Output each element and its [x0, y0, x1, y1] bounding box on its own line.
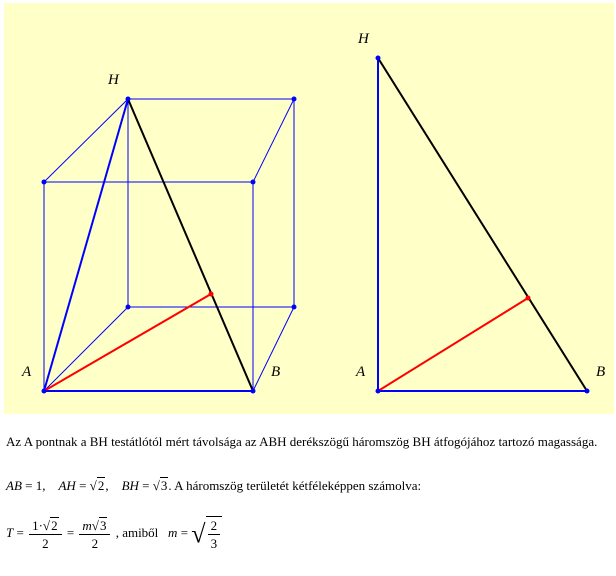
result-sqrt — [191, 516, 222, 552]
face-diagonal-ah — [44, 99, 128, 391]
ah-eq: = — [79, 478, 87, 493]
formula-m: m — [168, 524, 178, 540]
label-h-left: H — [108, 72, 119, 88]
formula-connector: , amiből — [115, 524, 159, 540]
ab-value: = 1, — [25, 478, 46, 493]
fraction-2-numerator — [79, 517, 110, 535]
fraction-1-coef: 1· — [32, 517, 43, 533]
fraction-2-m: m — [82, 517, 92, 533]
ah-sqrt: √2 — [89, 478, 105, 493]
bh-radicand: 3 — [160, 478, 168, 493]
sqrt-symbol-icon: √ — [191, 519, 206, 549]
label-b-left: B — [271, 364, 281, 380]
cube-edges — [44, 99, 294, 391]
fraction-2-denominator: 2 — [91, 535, 99, 551]
ab-label: AB — [6, 478, 22, 493]
fraction-2-radicand: 3 — [99, 517, 107, 533]
ah-label: AH — [58, 478, 76, 493]
cube-vertices — [42, 97, 297, 394]
space-diagonal-bh — [128, 99, 253, 391]
fraction-1 — [29, 517, 61, 552]
fraction-3-numerator: 2 — [208, 517, 221, 535]
label-h-right: H — [358, 31, 369, 47]
fraction-2-sqrt: √3 — [91, 517, 107, 533]
formula-eq3: = — [180, 524, 189, 540]
fraction-3-denominator: 3 — [210, 536, 218, 551]
label-a-right: A — [356, 364, 366, 380]
ah-radicand: 2 — [97, 478, 105, 493]
geometry-figure — [4, 3, 614, 414]
bh-sqrt: √3 — [152, 478, 168, 493]
formula-eq2: = — [66, 524, 75, 540]
fraction-1-numerator — [29, 517, 61, 535]
givens-tail: . A háromszög területét kétféleképpen számolva: — [168, 478, 422, 493]
fraction-2 — [79, 517, 110, 552]
fraction-1-radicand: 2 — [51, 517, 58, 533]
fraction-1-denominator: 2 — [42, 535, 49, 551]
height-line-right — [378, 298, 528, 391]
bh-label: BH — [121, 478, 139, 493]
formula-eq1: = — [16, 524, 24, 540]
foot-point-left — [209, 292, 214, 297]
bh-eq: = — [142, 478, 150, 493]
fraction-3 — [208, 517, 221, 552]
formula-t: T — [6, 524, 14, 540]
figure-panel — [4, 3, 614, 414]
ah-comma: , — [105, 478, 109, 493]
fraction-1-sqrt: √2 — [42, 517, 58, 533]
label-b-right: B — [596, 364, 606, 380]
givens-line — [6, 477, 612, 494]
area-formula — [6, 516, 612, 552]
triangle-hypotenuse-bh — [378, 58, 587, 391]
result-sqrt-body — [206, 516, 223, 552]
explanation-paragraph: Az A pontnak a BH testátlótól mért távolsága az ABH derékszögű háromszög BH átfogójához tartozó magassága. — [6, 434, 598, 449]
label-a-left: A — [22, 364, 32, 380]
foot-point-right — [526, 296, 531, 301]
